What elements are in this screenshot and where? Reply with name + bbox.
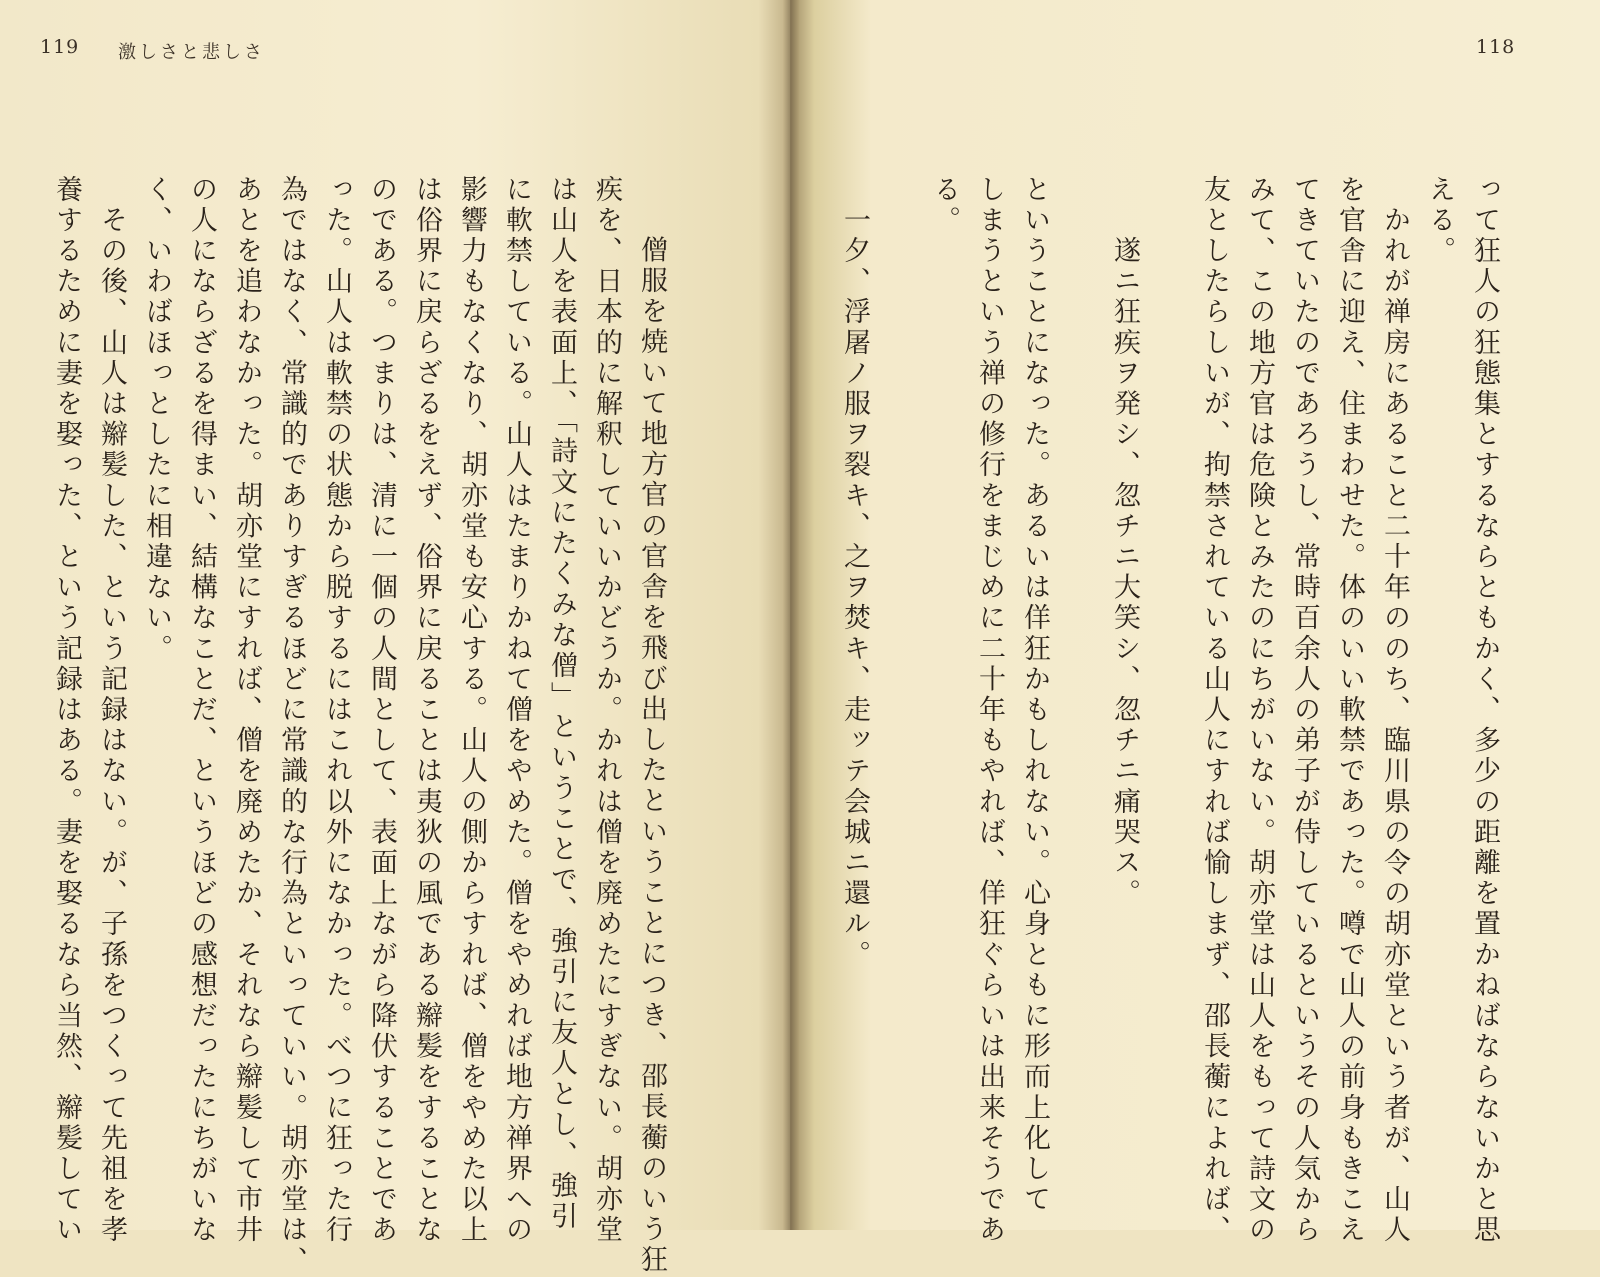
running-title: 激しさと悲しさ	[118, 42, 265, 63]
text-line: ということになった。あるいは佯狂かもしれない。心身ともに形而上化して	[1019, 175, 1050, 1216]
text-line: のである。つまりは、清に一個の人間として、表面上ながら降伏することであ	[366, 175, 397, 1246]
text-line: みて、この地方官は危険とみたのにちがいない。胡亦堂は山人をもって詩文の	[1244, 175, 1275, 1246]
text-line: あとを追わなかった。胡亦堂にすれば、僧を廃めたか、それなら辮髪して市井	[231, 175, 262, 1246]
text-line: 為ではなく、常識的でありすぎるほどに常識的な行為といっていい。胡亦堂は、	[276, 175, 307, 1277]
text-line: かれが禅房にあること二十年ののち、臨川県の令の胡亦堂という者が、山人	[1379, 175, 1410, 1246]
quote-line: 遂ニ狂疾ヲ発シ、忽チニ大笑シ、忽チニ痛哭ス。	[1109, 175, 1140, 910]
text-line: は俗界に戻らざるをえず、俗界に戻ることは夷狄の風である辮髪をすることな	[411, 175, 442, 1246]
text-line: る。	[929, 175, 960, 237]
text-line: その後、山人は辮髪した、という記録はない。が、子孫をつくって先祖を孝	[96, 175, 127, 1246]
text-line: しまうという禅の修行をまじめに二十年もやれば、佯狂ぐらいは出来そうであ	[974, 175, 1005, 1246]
text-line: った。山人は軟禁の状態から脱するにはこれ以外になかった。べつに狂った行	[321, 175, 352, 1246]
text-line: 疾を、日本的に解釈していいかどうか。かれは僧を廃めたにすぎない。胡亦堂	[591, 175, 622, 1246]
text-line: に軟禁している。山人はたまりかねて僧をやめた。僧をやめれば地方禅界への	[501, 175, 532, 1246]
text-line: って狂人の狂態集とするならともかく、多少の距離を置かねばならないかと思	[1469, 175, 1500, 1246]
text-line: 影響力もなくなり、胡亦堂も安心する。山人の側からすれば、僧をやめた以上	[456, 175, 487, 1246]
page-number-left: 119	[40, 36, 80, 58]
text-line: を官舎に迎え、住まわせた。体のいい軟禁であった。噂で山人の前身もきこえ	[1334, 175, 1365, 1246]
page-number-right: 118	[1476, 36, 1516, 58]
text-line: の人にならざるを得まい、結構なことだ、というほどの感想だったにちがいな	[186, 175, 217, 1246]
text-line: てきていたのであろうし、常時百余人の弟子が侍しているというその人気から	[1289, 175, 1320, 1246]
left-page	[0, 0, 790, 1277]
text-line: 友としたらしいが、拘禁されている山人にすれば愉しまず、邵長蘅によれば、	[1199, 175, 1230, 1246]
quote-line: 一夕、浮屠ノ服ヲ裂キ、之ヲ焚キ、走ッテ会城ニ還ル。	[839, 175, 870, 971]
text-line: は山人を表面上、「詩文にたくみな僧」ということで、強引に友人とし、強引	[546, 175, 577, 1233]
text-line: える。	[1424, 175, 1455, 267]
text-line: く、いわばほっとしたに相違ない。	[141, 175, 172, 665]
book-gutter	[783, 0, 799, 1230]
text-line: 僧服を焼いて地方官の官舎を飛び出したということにつき、邵長蘅のいう狂	[636, 205, 667, 1276]
text-line: 養するために妻を娶った、という記録はある。妻を娶るなら当然、辮髪してい	[51, 175, 82, 1246]
right-page	[790, 0, 1600, 1246]
